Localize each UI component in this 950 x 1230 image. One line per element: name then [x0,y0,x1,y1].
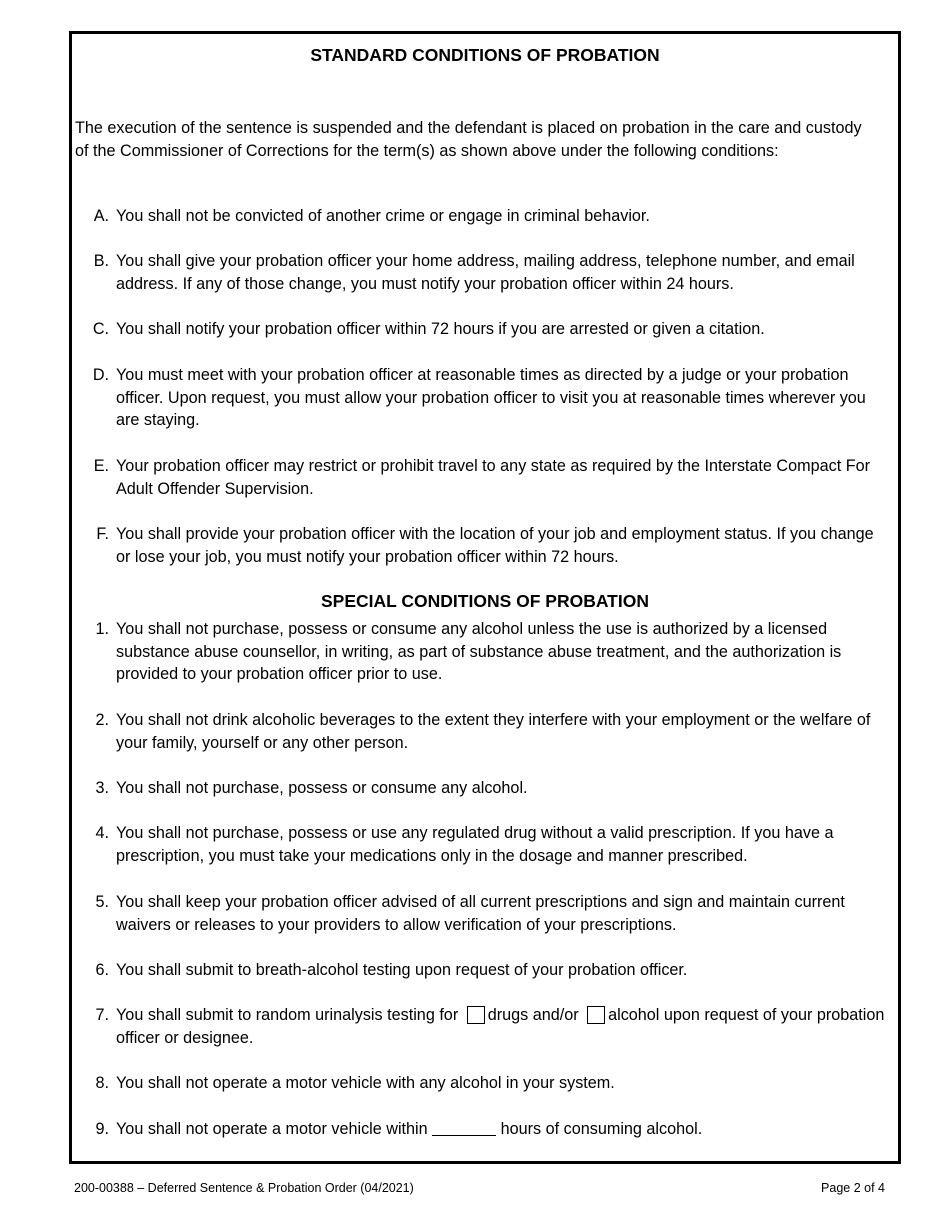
item-text: You shall not purchase, possess or use any regulated drug without a valid prescription. If you have a prescription, you must take your medications only in the dosage and manner prescribed. [116,824,834,865]
item-text-part: You shall submit to random urinalysis testing for [116,1006,459,1024]
item-marker: 8. [95,1074,109,1092]
item-marker: 3. [95,779,109,797]
intro-paragraph: The execution of the sentence is suspended and the defendant is placed on probation in the care and custody of the Commissioner of Corrections for the term(s) as shown above under the following conditions: [75,119,862,160]
item-marker: A. [93,207,109,225]
item-text: You shall not operate a motor vehicle with any alcohol in your system. [116,1074,615,1092]
item-text-part: alcohol upon request of your probation officer or designee. [116,1006,885,1047]
item-marker: F. [96,525,109,543]
special-conditions-title: SPECIAL CONDITIONS OF PROBATION [321,591,649,611]
item-text: You shall provide your probation officer with the location of your job and employment status. If you change or lose your job, you must notify your probation officer within 72 hours. [116,525,874,566]
standard-conditions-title: STANDARD CONDITIONS OF PROBATION [310,45,660,65]
item-marker: 2. [95,711,109,729]
item-text: You shall notify your probation officer within 72 hours if you are arrested or given a citation. [116,320,765,338]
item-text: You must meet with your probation officer at reasonable times as directed by a judge or your probation officer. Upon request, you must allow your probation officer to visit you at reasonable times wherever you are staying. [116,366,866,430]
item-marker: C. [92,320,109,338]
item-marker: E. [93,457,109,475]
item-text: You shall not be convicted of another crime or engage in criminal behavior. [116,207,650,225]
drugs-checkbox[interactable] [467,1006,485,1024]
item-text: You shall give your probation officer your home address, mailing address, telephone number, and email address. If any of those change, you must notify your probation officer within 24 hours. [116,252,855,293]
item-text: You shall keep your probation officer advised of all current prescriptions and sign and maintain current waivers or releases to your providers to allow verification of your prescriptions. [116,893,845,934]
item-text [116,1118,891,1141]
item-text [116,1004,891,1049]
item-text-part: You shall not operate a motor vehicle within [116,1120,428,1138]
form-id-footer: 200-00388 – Deferred Sentence & Probation Order (04/2021) [74,1181,414,1195]
item-marker: 4. [95,824,109,842]
item-text: You shall not purchase, possess or consume any alcohol. [116,779,528,797]
item-text: Your probation officer may restrict or prohibit travel to any state as required by the Interstate Compact For Adult Offender Supervision. [116,457,870,498]
alcohol-checkbox[interactable] [587,1006,605,1024]
item-marker: 6. [95,961,109,979]
item-marker: 9. [95,1120,109,1138]
hours-blank-field[interactable] [432,1120,496,1136]
item-marker: B. [93,252,109,270]
form-frame [69,31,901,1164]
item-marker: 7. [95,1006,109,1024]
item-text: You shall not purchase, possess or consume any alcohol unless the use is authorized by a licensed substance abuse counsellor, in writing, as part of substance abuse treatment, and the authorization is provided to your probation officer prior to use. [116,620,842,684]
item-marker: 1. [95,620,109,638]
item-text-part: hours of consuming alcohol. [500,1120,703,1138]
item-marker: 5. [95,893,109,911]
page-number: Page 2 of 4 [821,1181,885,1195]
item-text: You shall not drink alcoholic beverages to the extent they interfere with your employment or the welfare of your family, yourself or any other person. [116,711,871,752]
item-text-part: drugs and/or [487,1006,579,1024]
item-marker: D. [92,366,109,384]
item-text: You shall submit to breath-alcohol testing upon request of your probation officer. [116,961,688,979]
